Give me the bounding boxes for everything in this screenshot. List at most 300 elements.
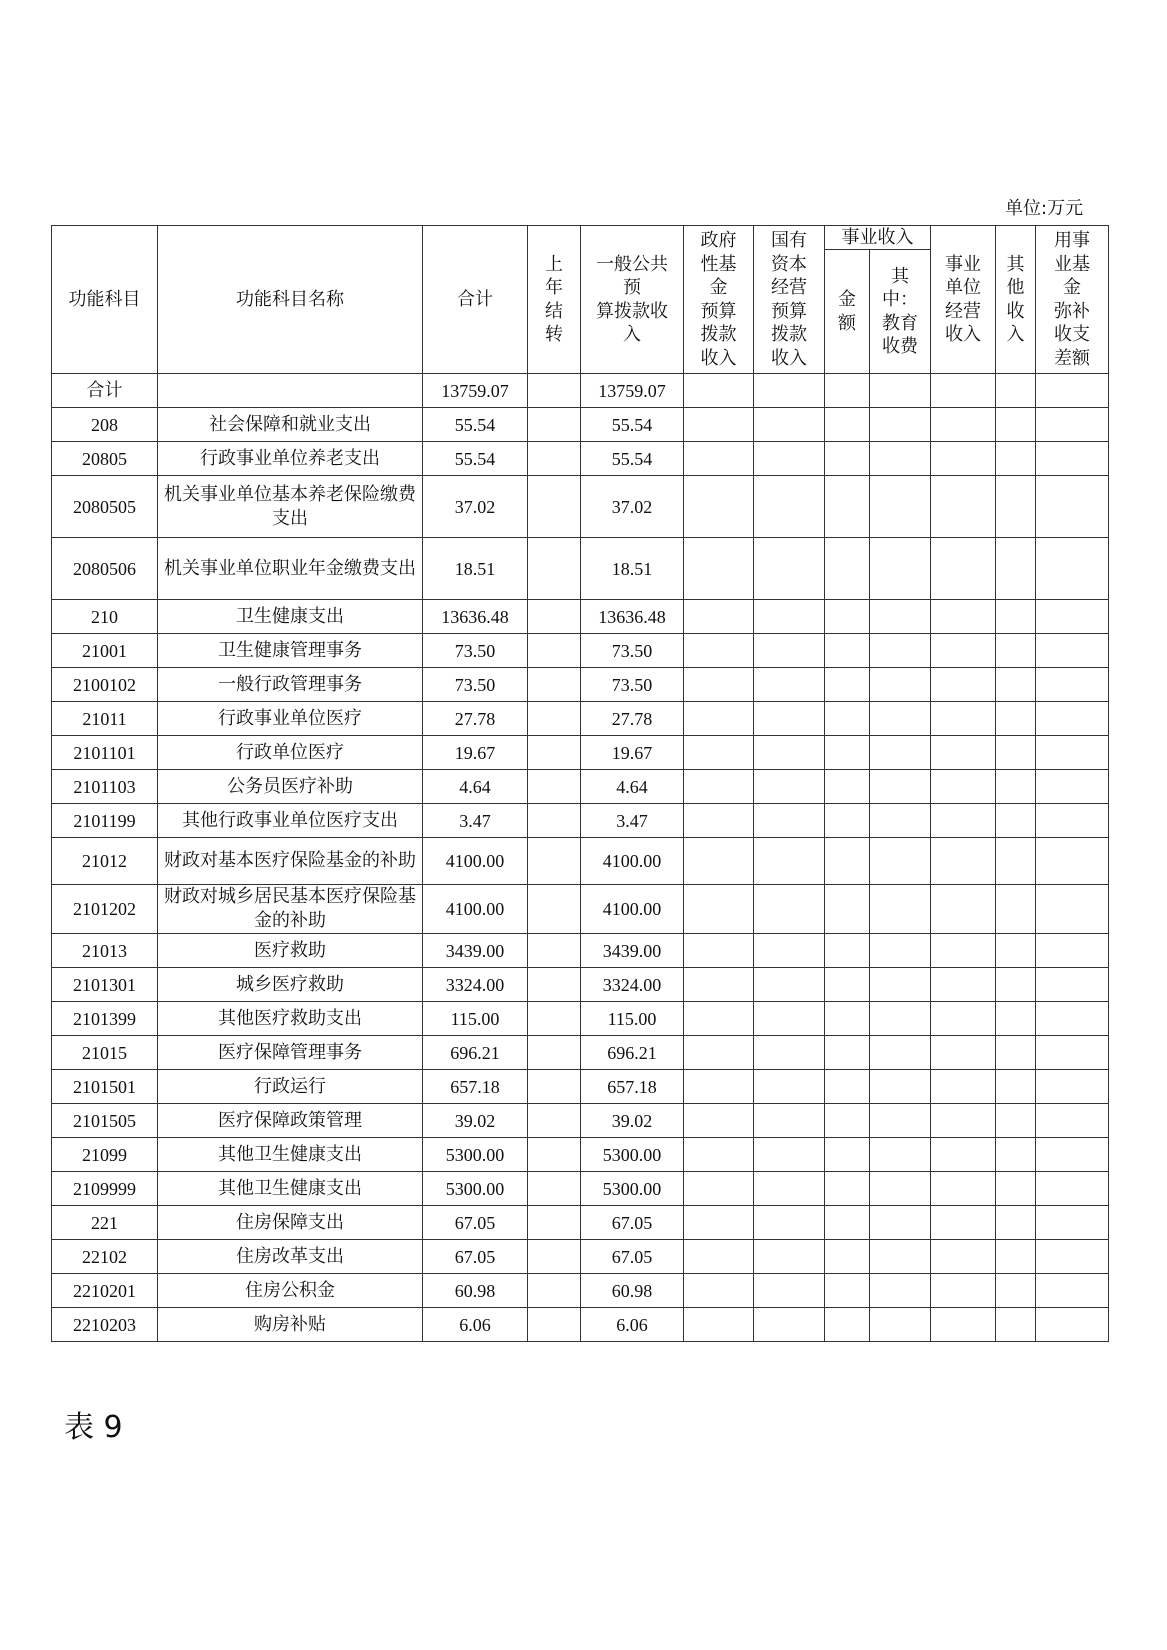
cell-name: 医疗保障政策管理 <box>158 1104 423 1138</box>
cell-code: 21012 <box>52 838 158 885</box>
cell-code: 208 <box>52 408 158 442</box>
table-row <box>52 736 1109 770</box>
cell-fund-gap <box>1036 736 1109 770</box>
cell-business-amount <box>825 885 870 934</box>
cell-name: 卫生健康管理事务 <box>158 634 423 668</box>
cell-education-fees <box>870 476 931 538</box>
cell-other-income <box>996 968 1036 1002</box>
cell-business-operating <box>931 736 996 770</box>
cell-code: 21013 <box>52 934 158 968</box>
cell-business-operating <box>931 934 996 968</box>
cell-business-operating <box>931 1172 996 1206</box>
header-business-income: 事业收入 <box>825 226 931 250</box>
cell-code: 221 <box>52 1206 158 1240</box>
cell-state-capital <box>754 1240 825 1274</box>
cell-general-budget: 18.51 <box>581 538 684 600</box>
cell-business-amount <box>825 1240 870 1274</box>
cell-state-capital <box>754 804 825 838</box>
cell-code: 合计 <box>52 374 158 408</box>
cell-gov-fund <box>684 634 754 668</box>
cell-name: 住房改革支出 <box>158 1240 423 1274</box>
cell-other-income <box>996 1036 1036 1070</box>
cell-name <box>158 374 423 408</box>
cell-gov-fund <box>684 408 754 442</box>
table-row <box>52 668 1109 702</box>
cell-gov-fund <box>684 1036 754 1070</box>
cell-gov-fund <box>684 770 754 804</box>
cell-gov-fund <box>684 702 754 736</box>
cell-other-income <box>996 600 1036 634</box>
table-row <box>52 634 1109 668</box>
cell-other-income <box>996 702 1036 736</box>
cell-carryover <box>528 885 581 934</box>
cell-fund-gap <box>1036 1138 1109 1172</box>
cell-gov-fund <box>684 1172 754 1206</box>
cell-carryover <box>528 600 581 634</box>
cell-name: 行政运行 <box>158 1070 423 1104</box>
cell-code: 21011 <box>52 702 158 736</box>
cell-business-amount <box>825 1308 870 1342</box>
cell-state-capital <box>754 1002 825 1036</box>
cell-code: 2109999 <box>52 1172 158 1206</box>
cell-business-amount <box>825 838 870 885</box>
table-row <box>52 702 1109 736</box>
cell-general-budget: 60.98 <box>581 1274 684 1308</box>
cell-fund-gap <box>1036 476 1109 538</box>
cell-name: 财政对城乡居民基本医疗保险基金的补助 <box>158 885 423 934</box>
cell-carryover <box>528 1138 581 1172</box>
cell-total: 4100.00 <box>423 885 528 934</box>
cell-carryover <box>528 476 581 538</box>
cell-general-budget: 6.06 <box>581 1308 684 1342</box>
cell-education-fees <box>870 1104 931 1138</box>
table-row <box>52 1206 1109 1240</box>
cell-total: 39.02 <box>423 1104 528 1138</box>
cell-business-operating <box>931 1274 996 1308</box>
cell-general-budget: 55.54 <box>581 408 684 442</box>
cell-state-capital <box>754 934 825 968</box>
cell-gov-fund <box>684 1274 754 1308</box>
cell-general-budget: 5300.00 <box>581 1138 684 1172</box>
table-row <box>52 838 1109 885</box>
cell-total: 55.54 <box>423 408 528 442</box>
cell-code: 21001 <box>52 634 158 668</box>
cell-code: 2101501 <box>52 1070 158 1104</box>
cell-education-fees <box>870 770 931 804</box>
cell-state-capital <box>754 1070 825 1104</box>
cell-general-budget: 13759.07 <box>581 374 684 408</box>
cell-total: 4.64 <box>423 770 528 804</box>
cell-business-operating <box>931 1308 996 1342</box>
cell-fund-gap <box>1036 1274 1109 1308</box>
cell-other-income <box>996 1002 1036 1036</box>
table-row <box>52 934 1109 968</box>
cell-name: 其他医疗救助支出 <box>158 1002 423 1036</box>
cell-fund-gap <box>1036 600 1109 634</box>
cell-fund-gap <box>1036 1104 1109 1138</box>
cell-fund-gap <box>1036 668 1109 702</box>
cell-gov-fund <box>684 1002 754 1036</box>
cell-education-fees <box>870 1240 931 1274</box>
table-row <box>52 1240 1109 1274</box>
cell-education-fees <box>870 968 931 1002</box>
cell-code: 22102 <box>52 1240 158 1274</box>
cell-business-amount <box>825 934 870 968</box>
table-row <box>52 1070 1109 1104</box>
cell-other-income <box>996 1138 1036 1172</box>
table-row <box>52 1036 1109 1070</box>
table-row <box>52 1308 1109 1342</box>
cell-education-fees <box>870 668 931 702</box>
cell-business-operating <box>931 442 996 476</box>
cell-total: 37.02 <box>423 476 528 538</box>
cell-general-budget: 13636.48 <box>581 600 684 634</box>
header-name: 功能科目名称 <box>158 226 423 374</box>
cell-general-budget: 67.05 <box>581 1206 684 1240</box>
cell-total: 657.18 <box>423 1070 528 1104</box>
cell-total: 5300.00 <box>423 1138 528 1172</box>
cell-education-fees <box>870 442 931 476</box>
cell-education-fees <box>870 804 931 838</box>
cell-fund-gap <box>1036 702 1109 736</box>
cell-state-capital <box>754 408 825 442</box>
cell-name: 其他卫生健康支出 <box>158 1172 423 1206</box>
header-gov-fund: 政府 性基 金 预算 拨款 收入 <box>684 226 754 374</box>
cell-other-income <box>996 374 1036 408</box>
table-row <box>52 1002 1109 1036</box>
cell-total: 5300.00 <box>423 1172 528 1206</box>
header-fund-gap: 用事 业基 金 弥补 收支 差额 <box>1036 226 1109 374</box>
cell-state-capital <box>754 1172 825 1206</box>
cell-fund-gap <box>1036 885 1109 934</box>
cell-general-budget: 19.67 <box>581 736 684 770</box>
cell-other-income <box>996 1274 1036 1308</box>
cell-state-capital <box>754 600 825 634</box>
cell-education-fees <box>870 1172 931 1206</box>
cell-state-capital <box>754 770 825 804</box>
cell-other-income <box>996 736 1036 770</box>
cell-business-operating <box>931 1206 996 1240</box>
table-row <box>52 476 1109 538</box>
cell-carryover <box>528 702 581 736</box>
cell-total: 6.06 <box>423 1308 528 1342</box>
cell-code: 2080506 <box>52 538 158 600</box>
cell-name: 城乡医疗救助 <box>158 968 423 1002</box>
cell-business-amount <box>825 538 870 600</box>
cell-total: 13759.07 <box>423 374 528 408</box>
cell-name: 一般行政管理事务 <box>158 668 423 702</box>
cell-carryover <box>528 934 581 968</box>
cell-business-amount <box>825 1172 870 1206</box>
cell-other-income <box>996 934 1036 968</box>
table-number-label: 表 9 <box>64 1410 123 1445</box>
cell-general-budget: 73.50 <box>581 668 684 702</box>
cell-carryover <box>528 1308 581 1342</box>
cell-carryover <box>528 1002 581 1036</box>
cell-gov-fund <box>684 885 754 934</box>
cell-total: 27.78 <box>423 702 528 736</box>
cell-gov-fund <box>684 968 754 1002</box>
cell-general-budget: 3.47 <box>581 804 684 838</box>
cell-other-income <box>996 804 1036 838</box>
cell-education-fees <box>870 634 931 668</box>
cell-education-fees <box>870 838 931 885</box>
cell-other-income <box>996 408 1036 442</box>
cell-code: 2101103 <box>52 770 158 804</box>
table-row <box>52 885 1109 934</box>
cell-state-capital <box>754 1036 825 1070</box>
cell-name: 购房补贴 <box>158 1308 423 1342</box>
cell-education-fees <box>870 1138 931 1172</box>
cell-gov-fund <box>684 838 754 885</box>
cell-name: 行政事业单位养老支出 <box>158 442 423 476</box>
cell-fund-gap <box>1036 1172 1109 1206</box>
cell-total: 18.51 <box>423 538 528 600</box>
cell-gov-fund <box>684 476 754 538</box>
table-row <box>52 538 1109 600</box>
cell-state-capital <box>754 968 825 1002</box>
cell-code: 21099 <box>52 1138 158 1172</box>
cell-total: 3439.00 <box>423 934 528 968</box>
cell-carryover <box>528 736 581 770</box>
cell-gov-fund <box>684 804 754 838</box>
cell-state-capital <box>754 736 825 770</box>
cell-name: 公务员医疗补助 <box>158 770 423 804</box>
cell-business-operating <box>931 1002 996 1036</box>
cell-general-budget: 39.02 <box>581 1104 684 1138</box>
cell-code: 2101399 <box>52 1002 158 1036</box>
cell-business-amount <box>825 702 870 736</box>
cell-state-capital <box>754 1104 825 1138</box>
cell-business-operating <box>931 1070 996 1104</box>
header-total: 合计 <box>423 226 528 374</box>
cell-general-budget: 657.18 <box>581 1070 684 1104</box>
cell-carryover <box>528 804 581 838</box>
cell-business-amount <box>825 1104 870 1138</box>
cell-carryover <box>528 538 581 600</box>
cell-fund-gap <box>1036 1070 1109 1104</box>
table-row <box>52 1104 1109 1138</box>
cell-business-amount <box>825 1036 870 1070</box>
cell-total: 696.21 <box>423 1036 528 1070</box>
cell-carryover <box>528 668 581 702</box>
cell-name: 卫生健康支出 <box>158 600 423 634</box>
cell-state-capital <box>754 702 825 736</box>
cell-carryover <box>528 1206 581 1240</box>
header-carryover: 上 年 结 转 <box>528 226 581 374</box>
cell-business-amount <box>825 408 870 442</box>
table-row <box>52 374 1109 408</box>
cell-carryover <box>528 634 581 668</box>
header-business-operating: 事业 单位 经营 收入 <box>931 226 996 374</box>
cell-name: 行政单位医疗 <box>158 736 423 770</box>
cell-name: 医疗保障管理事务 <box>158 1036 423 1070</box>
cell-fund-gap <box>1036 442 1109 476</box>
cell-code: 21015 <box>52 1036 158 1070</box>
cell-general-budget: 696.21 <box>581 1036 684 1070</box>
cell-business-operating <box>931 770 996 804</box>
cell-education-fees <box>870 408 931 442</box>
cell-total: 60.98 <box>423 1274 528 1308</box>
cell-education-fees <box>870 1308 931 1342</box>
cell-general-budget: 4.64 <box>581 770 684 804</box>
table-row <box>52 1138 1109 1172</box>
cell-carryover <box>528 1104 581 1138</box>
table-row <box>52 804 1109 838</box>
cell-name: 住房公积金 <box>158 1274 423 1308</box>
cell-business-amount <box>825 968 870 1002</box>
cell-general-budget: 5300.00 <box>581 1172 684 1206</box>
cell-fund-gap <box>1036 1206 1109 1240</box>
cell-carryover <box>528 968 581 1002</box>
table-row <box>52 1274 1109 1308</box>
cell-total: 55.54 <box>423 442 528 476</box>
cell-business-amount <box>825 1206 870 1240</box>
cell-fund-gap <box>1036 408 1109 442</box>
cell-education-fees <box>870 736 931 770</box>
cell-code: 2101301 <box>52 968 158 1002</box>
cell-business-operating <box>931 408 996 442</box>
header-code: 功能科目 <box>52 226 158 374</box>
cell-gov-fund <box>684 1138 754 1172</box>
cell-fund-gap <box>1036 1308 1109 1342</box>
table-row <box>52 442 1109 476</box>
cell-carryover <box>528 1070 581 1104</box>
cell-code: 2101202 <box>52 885 158 934</box>
cell-general-budget: 55.54 <box>581 442 684 476</box>
cell-gov-fund <box>684 1240 754 1274</box>
cell-carryover <box>528 838 581 885</box>
cell-carryover <box>528 374 581 408</box>
cell-education-fees <box>870 374 931 408</box>
cell-other-income <box>996 1070 1036 1104</box>
cell-general-budget: 3324.00 <box>581 968 684 1002</box>
cell-other-income <box>996 770 1036 804</box>
cell-business-amount <box>825 770 870 804</box>
cell-gov-fund <box>684 538 754 600</box>
cell-other-income <box>996 476 1036 538</box>
header-general-budget: 一般公共 预 算拨款收 入 <box>581 226 684 374</box>
cell-education-fees <box>870 885 931 934</box>
cell-business-amount <box>825 1070 870 1104</box>
cell-state-capital <box>754 1138 825 1172</box>
cell-general-budget: 37.02 <box>581 476 684 538</box>
cell-business-operating <box>931 634 996 668</box>
cell-business-amount <box>825 1138 870 1172</box>
cell-other-income <box>996 838 1036 885</box>
cell-other-income <box>996 634 1036 668</box>
table-row <box>52 408 1109 442</box>
cell-business-operating <box>931 1104 996 1138</box>
cell-business-operating <box>931 1138 996 1172</box>
cell-business-amount <box>825 1274 870 1308</box>
cell-education-fees <box>870 1070 931 1104</box>
cell-education-fees <box>870 1002 931 1036</box>
cell-state-capital <box>754 1274 825 1308</box>
cell-business-operating <box>931 804 996 838</box>
cell-education-fees <box>870 600 931 634</box>
cell-business-amount <box>825 634 870 668</box>
cell-name: 住房保障支出 <box>158 1206 423 1240</box>
cell-total: 67.05 <box>423 1206 528 1240</box>
cell-code: 2101101 <box>52 736 158 770</box>
cell-gov-fund <box>684 1206 754 1240</box>
cell-state-capital <box>754 838 825 885</box>
table-row <box>52 600 1109 634</box>
cell-state-capital <box>754 1308 825 1342</box>
cell-gov-fund <box>684 1308 754 1342</box>
cell-other-income <box>996 1104 1036 1138</box>
cell-total: 3.47 <box>423 804 528 838</box>
cell-business-operating <box>931 668 996 702</box>
cell-carryover <box>528 770 581 804</box>
cell-code: 2101199 <box>52 804 158 838</box>
cell-gov-fund <box>684 374 754 408</box>
cell-other-income <box>996 668 1036 702</box>
header-business-amount: 金 额 <box>825 250 870 374</box>
cell-name: 机关事业单位基本养老保险缴费支出 <box>158 476 423 538</box>
cell-general-budget: 3439.00 <box>581 934 684 968</box>
cell-general-budget: 73.50 <box>581 634 684 668</box>
cell-code: 2210203 <box>52 1308 158 1342</box>
cell-state-capital <box>754 668 825 702</box>
header-other-income: 其 他 收 入 <box>996 226 1036 374</box>
cell-business-operating <box>931 702 996 736</box>
cell-fund-gap <box>1036 838 1109 885</box>
cell-name: 财政对基本医疗保险基金的补助 <box>158 838 423 885</box>
cell-fund-gap <box>1036 770 1109 804</box>
cell-code: 210 <box>52 600 158 634</box>
cell-other-income <box>996 1308 1036 1342</box>
cell-general-budget: 67.05 <box>581 1240 684 1274</box>
cell-other-income <box>996 885 1036 934</box>
cell-total: 115.00 <box>423 1002 528 1036</box>
cell-education-fees <box>870 934 931 968</box>
cell-education-fees <box>870 702 931 736</box>
cell-business-amount <box>825 442 870 476</box>
unit-label: 单位:万元 <box>1005 198 1084 219</box>
budget-table <box>51 225 1109 1342</box>
cell-gov-fund <box>684 442 754 476</box>
cell-fund-gap <box>1036 968 1109 1002</box>
cell-code: 2100102 <box>52 668 158 702</box>
table-body <box>52 374 1109 1342</box>
cell-business-amount <box>825 668 870 702</box>
cell-total: 3324.00 <box>423 968 528 1002</box>
cell-state-capital <box>754 538 825 600</box>
cell-gov-fund <box>684 668 754 702</box>
cell-state-capital <box>754 885 825 934</box>
cell-carryover <box>528 1240 581 1274</box>
cell-education-fees <box>870 1206 931 1240</box>
cell-fund-gap <box>1036 934 1109 968</box>
cell-business-amount <box>825 374 870 408</box>
cell-name: 其他卫生健康支出 <box>158 1138 423 1172</box>
cell-code: 2210201 <box>52 1274 158 1308</box>
cell-gov-fund <box>684 1104 754 1138</box>
cell-name: 社会保障和就业支出 <box>158 408 423 442</box>
cell-fund-gap <box>1036 374 1109 408</box>
cell-name: 机关事业单位职业年金缴费支出 <box>158 538 423 600</box>
cell-carryover <box>528 442 581 476</box>
cell-education-fees <box>870 1274 931 1308</box>
cell-total: 73.50 <box>423 634 528 668</box>
cell-business-amount <box>825 1002 870 1036</box>
table-row <box>52 770 1109 804</box>
header-state-capital: 国有 资本 经营 预算 拨款 收入 <box>754 226 825 374</box>
cell-business-amount <box>825 736 870 770</box>
cell-fund-gap <box>1036 634 1109 668</box>
